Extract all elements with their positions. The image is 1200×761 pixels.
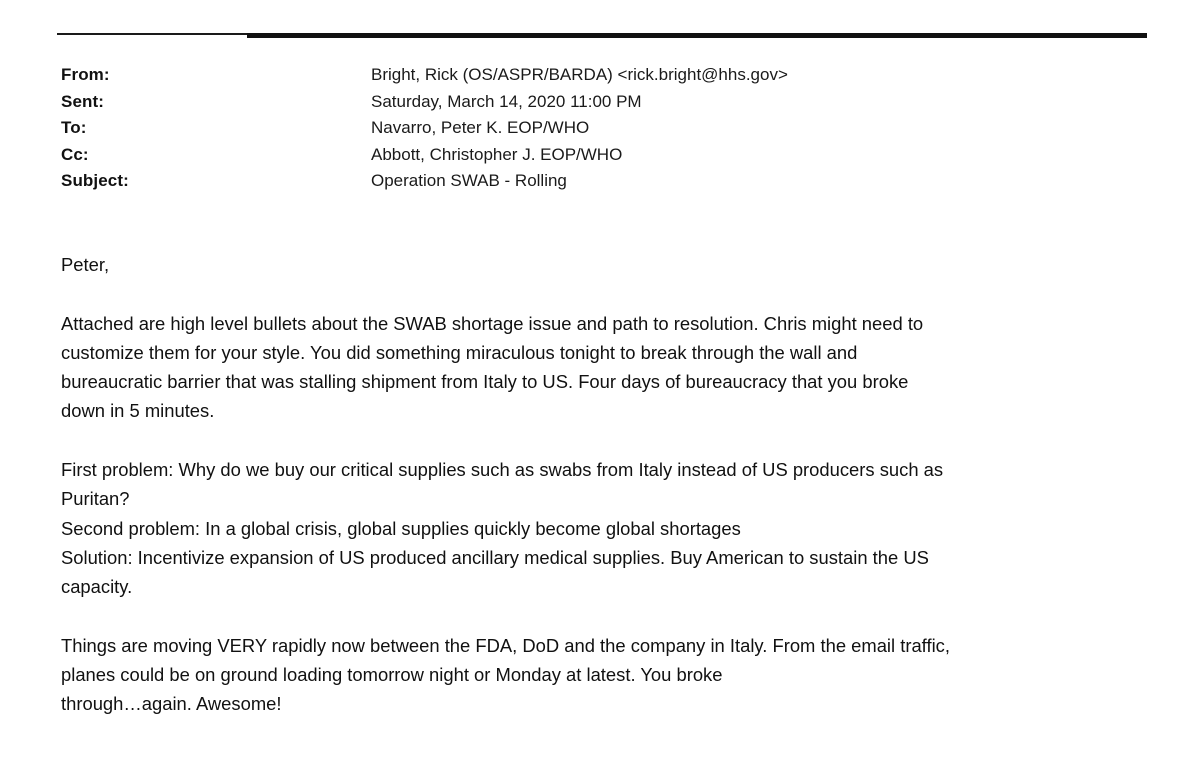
header-label-sent: Sent: — [61, 91, 104, 111]
header-divider-thick — [247, 33, 1147, 38]
header-from — [61, 62, 1141, 89]
header-label-to: To: — [61, 118, 87, 138]
header-value-from: Bright, Rick (OS/ASPR/BARDA) <rick.bright@hhs.gov> — [371, 65, 788, 85]
header-subject — [61, 168, 1141, 195]
body-line: First problem: Why do we buy our critical supplies such as swabs from Italy instead of US producers such as — [61, 459, 944, 481]
body-line: Puritan? — [61, 488, 130, 510]
body-paragraph-3 — [61, 631, 1151, 719]
header-cc — [61, 142, 1141, 169]
body-line: Things are moving VERY rapidly now between the FDA, DoD and the company in Italy. From the email traffic, — [61, 634, 950, 656]
body-line: Attached are high level bullets about the SWAB shortage issue and path to resolution. Chris might need to — [61, 312, 924, 334]
header-sent — [61, 89, 1141, 116]
body-paragraph-2 — [61, 455, 1151, 601]
body-line: through…again. Awesome! — [61, 693, 282, 715]
body-line: bureaucratic barrier that was stalling shipment from Italy to US. Four days of bureaucracy that you broke — [61, 371, 909, 393]
header-to — [61, 115, 1141, 142]
header-value-to: Navarro, Peter K. EOP/WHO — [371, 118, 590, 138]
body-line: planes could be on ground loading tomorrow night or Monday at latest. You broke — [61, 664, 723, 686]
header-value-sent: Saturday, March 14, 2020 11:00 PM — [371, 91, 642, 111]
email-body — [61, 250, 1151, 748]
email-headers — [61, 62, 1141, 195]
body-line: capacity. — [61, 576, 133, 598]
header-value-subject: Operation SWAB - Rolling — [371, 171, 567, 191]
body-line: Second problem: In a global crisis, global supplies quickly become global shortages — [61, 517, 741, 539]
header-label-subject: Subject: — [61, 171, 129, 191]
body-paragraph-1 — [61, 309, 1151, 426]
body-line: Solution: Incentivize expansion of US produced ancillary medical supplies. Buy American to sustain the US — [61, 546, 929, 568]
salutation: Peter, — [61, 254, 110, 275]
header-label-from: From: — [61, 65, 110, 85]
header-value-cc: Abbott, Christopher J. EOP/WHO — [371, 144, 623, 164]
body-line: down in 5 minutes. — [61, 400, 215, 422]
header-label-cc: Cc: — [61, 144, 89, 164]
body-line: customize them for your style. You did something miraculous tonight to break through the wall and — [61, 341, 858, 363]
